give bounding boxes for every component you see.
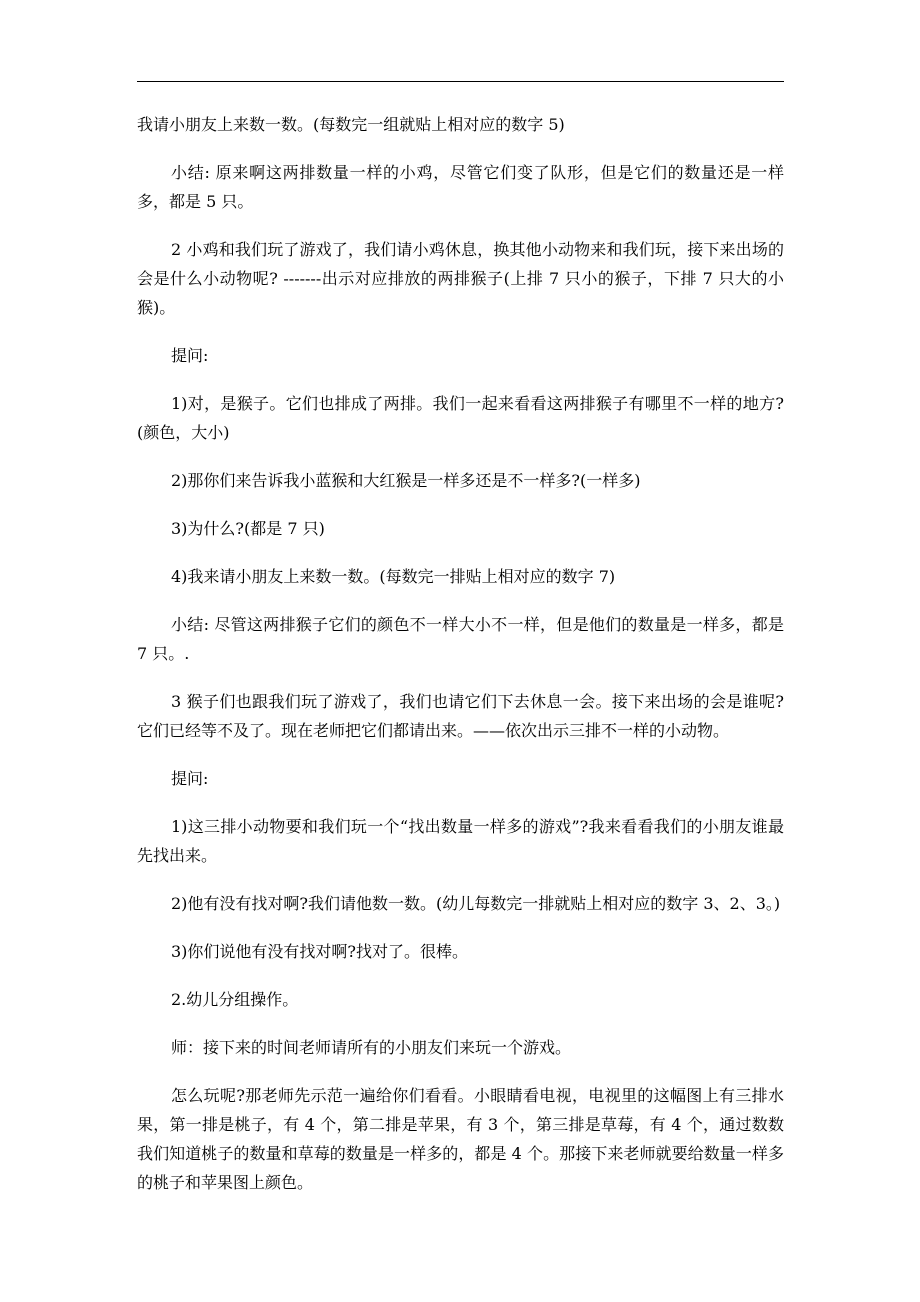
paragraph-1: 我请小朋友上来数一数。(每数完一组就贴上相对应的数字 5) [137,115,565,134]
paragraph-6: 2)那你们来告诉我小蓝猴和大红猴是一样多还是不一样多?(一样多) [171,471,641,490]
paragraph-8: 4)我来请小朋友上来数一数。(每数完一排贴上相对应的数字 7) [171,567,616,586]
paragraph-11: 提问: [171,769,209,788]
paragraph-14: 3)你们说他有没有找对啊?找对了。很棒。 [171,942,469,961]
header-rule [137,81,784,82]
paragraph-3: 2 小鸡和我们玩了游戏了，我们请小鸡休息，换其他小动物来和我们玩，接下来出场的会是什么小动物呢? -------出示对应排放的两排猴子(上排 7 只小的猴子，下排 7 只大的小猴)。 [137,240,784,317]
paragraph-9: 小结: 尽管这两排猴子它们的颜色不一样大小不一样，但是他们的数量是一样多，都是 7 只。. [137,615,784,663]
paragraph-16: 师：接下来的时间老师请所有的小朋友们来玩一个游戏。 [171,1038,572,1057]
paragraph-4: 提问: [171,346,209,365]
paragraph-15: 2.幼儿分组操作。 [171,990,299,1009]
paragraph-7: 3)为什么?(都是 7 只) [171,519,325,538]
paragraph-17: 怎么玩呢?那老师先示范一遍给你们看看。小眼睛看电视，电视里的这幅图上有三排水果，第一排是桃子，有 4 个，第二排是苹果，有 3 个，第三排是草莓，有 4 个，通过数数我们知道桃子的数量和草莓的数量是一样多的，都是 4 个。那接下来老师就要给数量一样多的桃子和苹果图上颜色。 [137,1086,784,1192]
paragraph-2: 小结: 原来啊这两排数量一样的小鸡，尽管它们变了队形，但是它们的数量还是一样多，都是 5 只。 [137,163,784,211]
paragraph-13: 2)他有没有找对啊?我们请他数一数。(幼儿每数完一排就贴上相对应的数字 3、2、3。) [171,894,781,913]
document-body [137,110,784,1216]
paragraph-12: 1)这三排小动物要和我们玩一个“找出数量一样多的游戏”?我来看看我们的小朋友谁最先找出来。 [137,817,784,865]
paragraph-5: 1)对，是猴子。它们也排成了两排。我们一起来看看这两排猴子有哪里不一样的地方?(颜色，大小) [137,394,784,442]
paragraph-10: 3 猴子们也跟我们玩了游戏了，我们也请它们下去休息一会。接下来出场的会是谁呢?它们已经等不及了。现在老师把它们都请出来。——依次出示三排不一样的小动物。 [137,692,784,740]
